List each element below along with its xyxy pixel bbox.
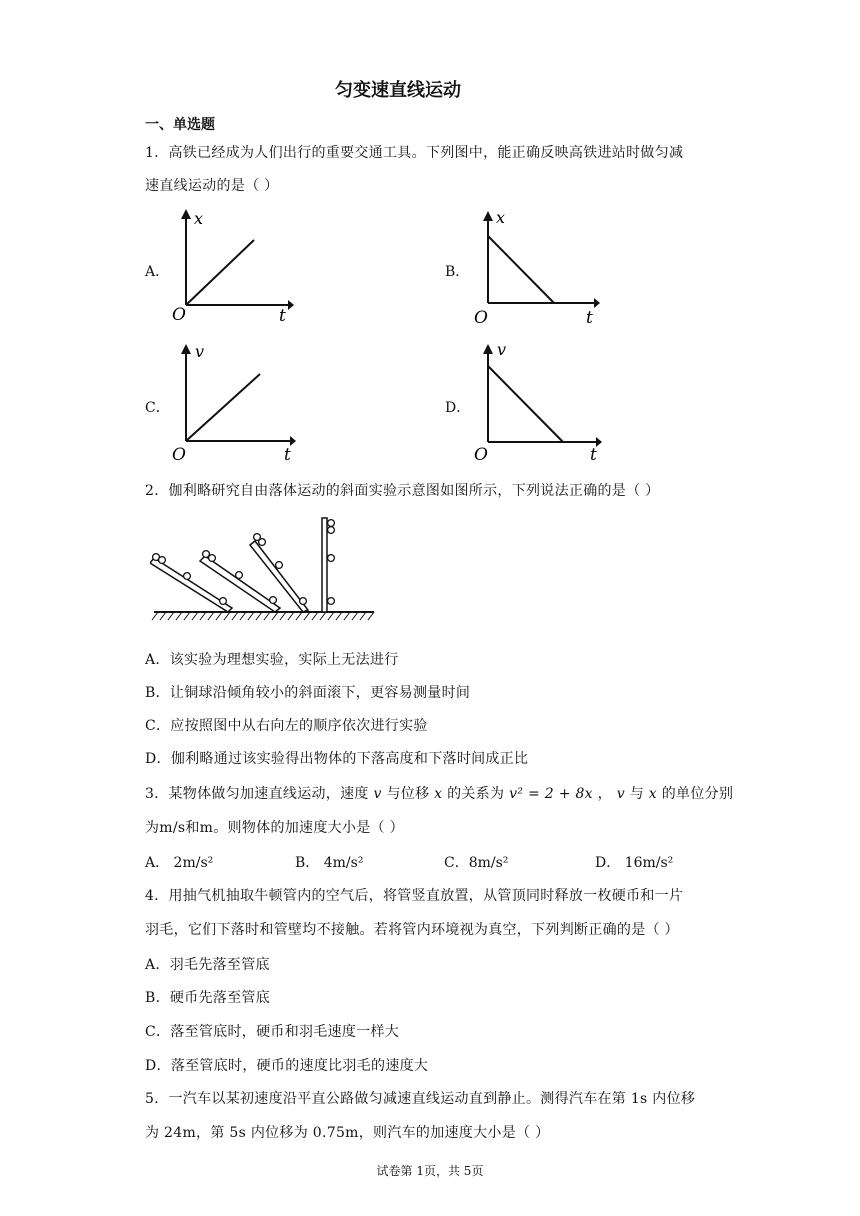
- y-axis-arrow: [181, 344, 191, 354]
- q3-stem-line1: [145, 783, 733, 803]
- q1-stem-line2: 速直线运动的是（ ）: [145, 178, 279, 194]
- q3-option-b: B． 4m/s²: [295, 855, 364, 871]
- y-axis-label: x: [496, 208, 506, 227]
- origin-label: O: [172, 305, 186, 325]
- graph-line: [488, 366, 563, 442]
- graph-line: [488, 236, 554, 303]
- q3-stem-line2: 为m/s和m。则物体的加速度大小是（ ）: [145, 820, 404, 836]
- q1-option-c-label: C．: [145, 400, 170, 416]
- q3-var-x: x: [434, 786, 443, 802]
- x-axis-label: t: [284, 445, 291, 464]
- x-axis-label: t: [586, 308, 593, 328]
- q4-stem-line1: 4．用抽气机抽取牛顿管内的空气后，将管竖直放置，从管顶同时释放一枚硬币和一片: [145, 888, 684, 904]
- x-axis-arrow: [594, 298, 600, 308]
- x-axis-label: t: [590, 445, 597, 464]
- q2-stem: 2．伽利略研究自由落体运动的斜面实验示意图如图所示，下列说法正确的是（ ）: [145, 483, 660, 499]
- q1-option-b-label: B．: [445, 264, 470, 280]
- q2-option-b: B．让铜球沿倾角较小的斜面滚下，更容易测量时间: [145, 685, 471, 701]
- graph-line: [186, 240, 254, 305]
- q5-stem-line1: 5．一汽车以某初速度沿平直公路做匀减速直线运动直到静止。测得汽车在第 1s 内位移: [145, 1091, 696, 1107]
- q1-graph-b: [468, 205, 608, 329]
- graph-line: [186, 374, 260, 441]
- q3-var-x-2: x: [648, 786, 657, 802]
- q1-stem-line1: 1．高铁已经成为人们出行的重要交通工具。下列图中，能正确反映高铁进站时做匀减: [145, 145, 684, 161]
- q3-text-part5: 与: [629, 786, 645, 802]
- q3-var-v: v: [373, 786, 382, 802]
- y-axis-arrow: [483, 211, 493, 221]
- ground-hatching: [152, 612, 374, 620]
- q2-incline-figure: [150, 515, 380, 627]
- origin-label: O: [474, 445, 488, 464]
- q1-graph-c: [166, 340, 306, 464]
- q3-text-part4: ，: [597, 786, 612, 802]
- q4-option-d: D．落至管底时，硬币的速度比羽毛的速度大: [145, 1058, 429, 1074]
- y-axis-label: v: [497, 340, 507, 359]
- q4-option-c: C．落至管底时，硬币和羽毛速度一样大: [145, 1024, 400, 1040]
- q3-option-d: D． 16m/s²: [595, 855, 674, 871]
- page-footer: 试卷第 1页，共 5页: [376, 1164, 484, 1178]
- q2-option-d: D．伽利略通过该实验得出物体的下落高度和下落时间成正比: [145, 751, 529, 767]
- q3-option-a: A． 2m/s²: [145, 855, 214, 871]
- vertical-column: [322, 518, 334, 612]
- x-axis-arrow: [290, 436, 296, 446]
- section-heading: 一、单选题: [145, 117, 215, 133]
- x-axis-arrow: [288, 300, 294, 310]
- q2-option-a: A．该实验为理想实验，实际上无法进行: [145, 652, 399, 668]
- q3-text-part3: 的关系为: [447, 786, 505, 802]
- q3-text-part1: 3．某物体做匀加速直线运动，速度: [145, 786, 369, 802]
- q1-graph-d: [468, 340, 608, 464]
- origin-label: O: [172, 445, 186, 464]
- q3-option-c: C．8m/s²: [444, 855, 509, 871]
- q1-option-d-label: D．: [445, 400, 471, 416]
- y-axis-label: v: [195, 342, 205, 361]
- incline-1: [150, 554, 232, 612]
- x-axis-label: t: [279, 306, 286, 325]
- x-axis-arrow: [596, 437, 602, 447]
- y-axis-arrow: [181, 209, 191, 219]
- q5-stem-line2: 为 24m，第 5s 内位移为 0.75m，则汽车的加速度大小是（ ）: [145, 1125, 550, 1141]
- q4-stem-line2: 羽毛，它们下落时和管壁均不接触。若将管内环境视为真空，下列判断正确的是（ ）: [145, 922, 679, 938]
- origin-label: O: [474, 308, 488, 328]
- q2-option-c: C．应按照图中从右向左的顺序依次进行实验: [145, 718, 428, 734]
- q3-text-part2: 与位移: [386, 786, 430, 802]
- q3-formula: v² = 2 + 8x: [509, 786, 593, 802]
- q1-option-a-label: A．: [145, 264, 170, 280]
- q3-text-part6: 的单位分别: [661, 786, 734, 802]
- q1-graph-a: [166, 205, 296, 325]
- q3-var-v-2: v: [616, 786, 625, 802]
- y-axis-label: x: [194, 209, 204, 228]
- y-axis-arrow: [483, 344, 493, 354]
- q4-option-b: B．硬币先落至管底: [145, 990, 270, 1006]
- q4-option-a: A．羽毛先落至管底: [145, 957, 270, 973]
- page-title: 匀变速直线运动: [335, 80, 461, 101]
